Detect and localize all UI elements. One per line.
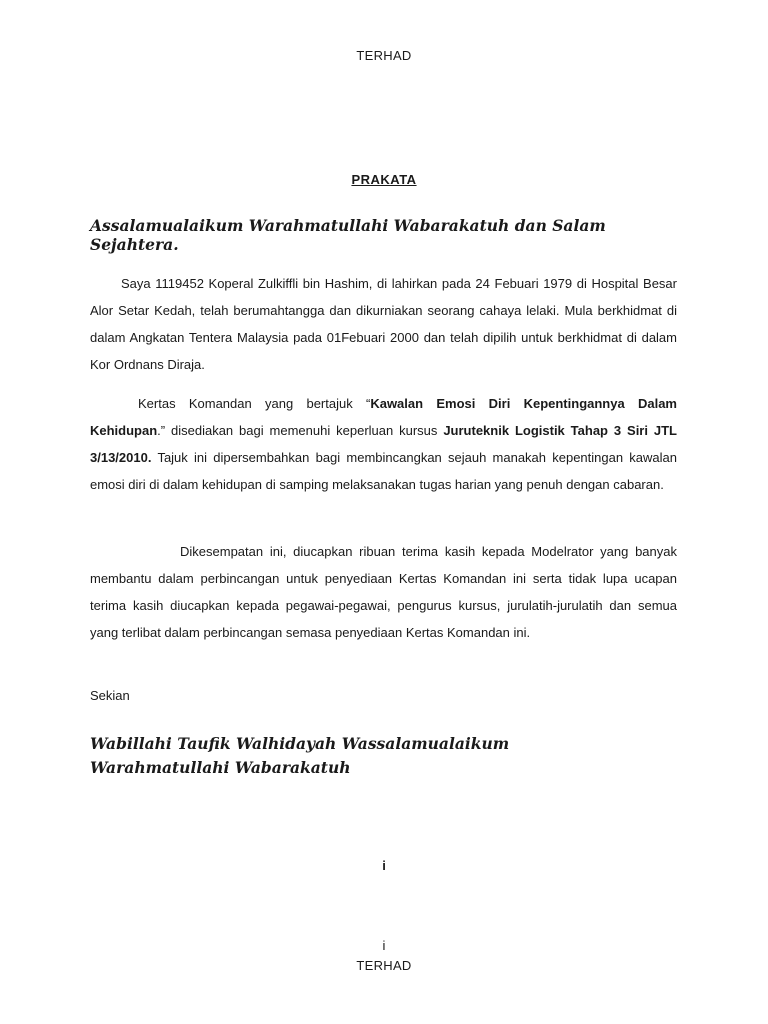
greeting: Assalamualaikum Warahmatullahi Wabarakatuh dan Salam Sejahtera. <box>90 216 606 254</box>
paragraph-acknowledgement: Dikesempatan ini, diucapkan ribuan terima kasih kepada Modelrator yang banyak membantu dalam perbincangan untuk penyediaan Kertas Komandan ini serta tidak lupa ucapan terima kasih diucapkan kepada pegawai-pegawai, pengurus kursus, jurulatih-jurulatih dan semua yang terlibat dalam perbincangan semasa penyediaan Kertas Komandan ini. <box>90 544 677 640</box>
paragraph-text: Kertas Komandan yang bertajuk “ <box>138 396 371 411</box>
header-classification-label: TERHAD <box>356 48 412 63</box>
closing-greeting: Wabillahi Taufik Walhidayah Wassalamualaikum Warahmatullahi Wabarakatuh <box>90 734 510 777</box>
course-name: Juruteknik Logistik Tahap 3 Siri JTL 3/13/2010. <box>90 423 677 465</box>
paper-title: Kawalan Emosi Diri Kepentingannya Dalam Kehidupan <box>90 396 677 438</box>
page-number-body: i <box>382 858 386 873</box>
paragraph-introduction: Saya 1119452 Koperal Zulkiffli bin Hashim, di lahirkan pada 24 Febuari 1979 di Hospital Besar Alor Setar Kedah, telah berumahtangga dan dikurniakan seorang cahaya lelaki. Mula berkhidmat di dalam Angkatan Tentera Malaysia pada 01Febuari 2000 dan telah dipilih untuk berkhidmat di dalam Kor Ordnans Diraja. <box>90 276 677 372</box>
sekian-text: Sekian <box>90 688 130 703</box>
document-title: PRAKATA <box>351 172 417 187</box>
paragraph-text: .” disediakan bagi memenuhi keperluan kursus <box>157 423 444 438</box>
paragraph-paper-purpose <box>90 390 677 498</box>
footer-page-number: i <box>382 938 386 953</box>
paragraph-text: Tajuk ini dipersembahkan bagi membincangkan sejauh manakah kepentingan kawalan emosi diri di dalam kehidupan di samping melaksanakan tugas harian yang penuh dengan cabaran. <box>90 450 677 492</box>
footer-classification-label: TERHAD <box>356 958 412 973</box>
